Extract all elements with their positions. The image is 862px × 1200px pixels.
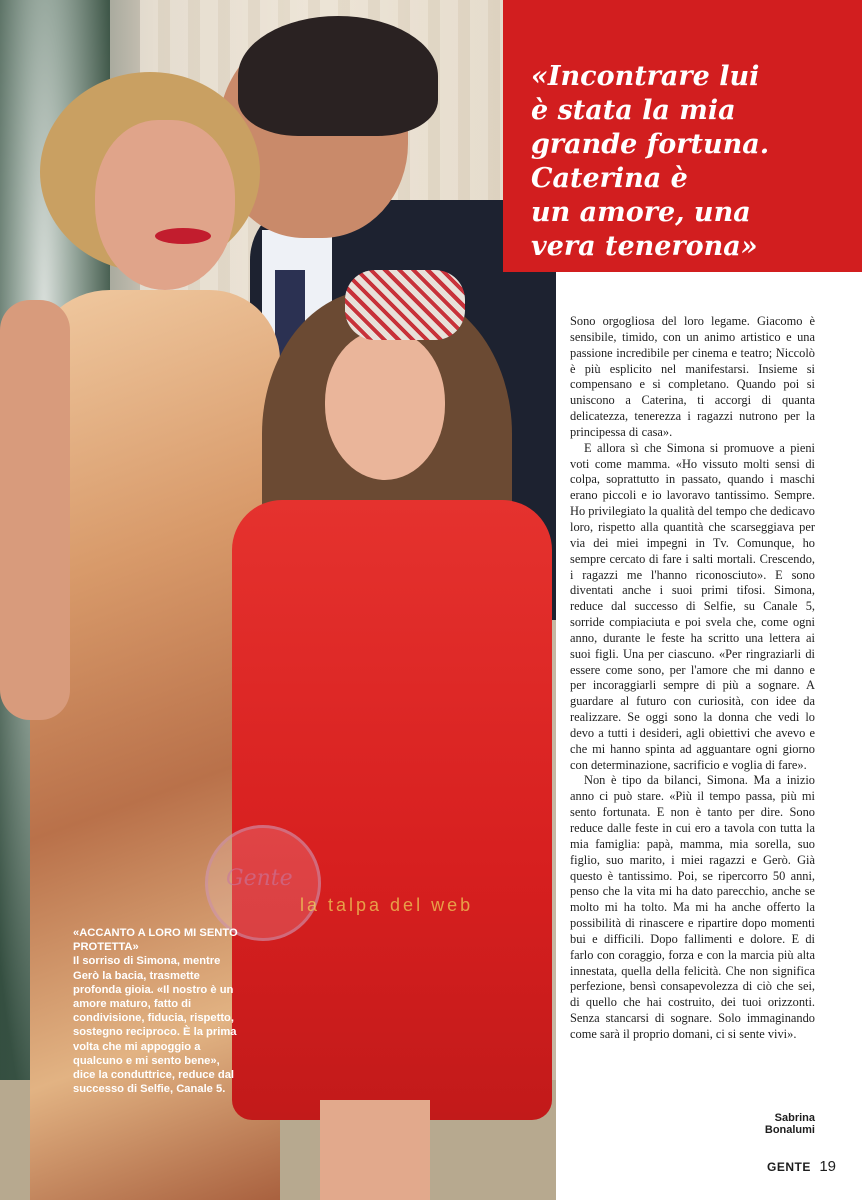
caption-body: Il sorriso di Simona, mentre Gerò la bacia, trasmette profonda gioia. «Il nostro è un amore maturo, fatto di condivisione, fiducia, rispetto, sostegno reciproco. È la prima volta che mi appoggio a qualcuno e mi sento bene», dice la conduttrice, reduce dal successo di Selfie, Canale 5. (73, 955, 237, 1096)
watermark-seal (205, 825, 321, 941)
article-paragraph: Non è tipo da bilanci, Simona. Ma a inizio anno ci può stare. «Più il tempo passa, più mi sento fortunata. E non è tanto per dire. Sono reduce dalle feste in cui ero a tavola con tutta la mia famiglia: papà, mamma, mia sorella, suo figlio, suo marito, i miei ragazzi e Gerò. Già questo è tantissimo. Poi, se ripercorro 50 anni, penso che la vita mi ha dato parecchio, anche se molto mi ha tolto. Ma mi ha anche offerto la possibilità di rinascere e ripartire dopo momenti bui e difficili. Dopo fallimenti e dolore. E di farlo con coraggio, forza e con la marcia più alta innestata, quella della felicità. Che non significa perfezione, bensì consapevolezza di ciò che sei, di quello che hai costruito, dei tuoi orizzonti. Senza stancarsi di sognare. Solo immaginando come sarà il proprio domani, ci si sente vivi». (570, 773, 815, 1041)
man-hair (238, 16, 438, 136)
girl-face (325, 330, 445, 480)
pull-quote: «Incontrare lui è stata la mia grande fortuna. Caterina è un amore, una vera tenerona» (531, 61, 770, 262)
woman-face (95, 120, 235, 290)
article-paragraph: Sono orgogliosa del loro legame. Giacomo è sensibile, timido, con un animo artistico e una passione incredibile per cinema e teatro; Niccolò è più esplicito nel manifestarsi. Insieme si compensano e si completano. Quando poi si uniscono a Caterina, ti accorgi di quanta delicatezza, tenerezza i ragazzi nutrono per la principessa di casa». (570, 314, 815, 439)
girl-hair-bow (345, 270, 465, 340)
woman-arm (0, 300, 70, 720)
magazine-name: GENTE (767, 1160, 811, 1174)
photo-caption (73, 926, 241, 1096)
watermark-text: la talpa del web (300, 895, 474, 915)
page-number: 19 (819, 1158, 836, 1175)
watermark-seal-text: Gente (226, 866, 293, 891)
page-footer (767, 1158, 836, 1176)
caption-heading: «ACCANTO A LORO MI SENTO PROTETTA» (73, 927, 238, 954)
woman-lips (155, 228, 211, 244)
girl-red-dress (232, 500, 552, 1120)
article-paragraph: E allora sì che Simona si promuove a pieni voti come mamma. «Ho vissuto molti sensi di colpa, soprattutto in passato, quando i maschi erano piccoli e io lavoravo tantissimo. Sempre. Ho privilegiato la qualità del tempo che dedicavo loro, rispetto alla quantità che scarseggiava per via dei miei impegni in Tv. Comunque, ho sempre cercato di fare i salti mortali. Crescendo, i ragazzi me l'hanno riconosciuto». E sono diventati anche i suoi primi tifosi. Simona, reduce dal successo di Selfie, su Canale 5, sorride compiaciuta e poi svela che, come ogni anno, durante le feste ha scritto una lettera ai suoi figli. Una per ciascuno. «Per ringraziarli di essere come sono, per l'amore che mi danno e per incoraggiarli sempre di più a sognare. A guardare al futuro con curiosità, con idee da realizzare. Se oggi sono la donna che vedi lo devo a tutti i desideri, agli obiettivi che avevo e che mi hanno spinta ad agguantare ogni giorno con determinazione, sacrificio e voglia di fare». (570, 440, 815, 772)
article-body (570, 314, 815, 1043)
byline: Sabrina Bonalumi (764, 1112, 815, 1136)
pull-quote-box (503, 0, 862, 272)
girl-legs (320, 1100, 430, 1200)
